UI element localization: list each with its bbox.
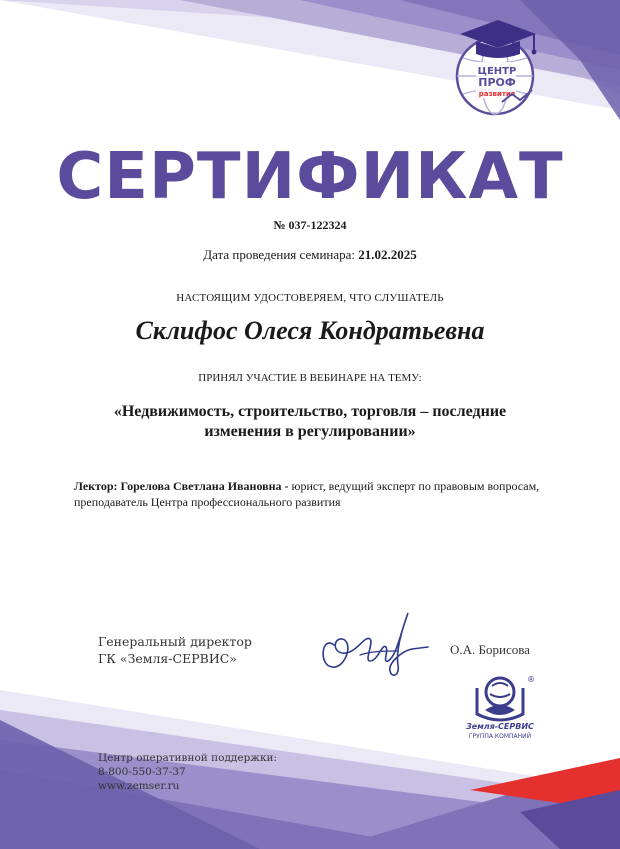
participant-name: Склифос Олеся Кондратьевна (135, 316, 485, 345)
support-label: Центр оперативной поддержки: (98, 752, 278, 764)
lecturer-name: Лектор: Горелова Светлана Ивановна - (74, 479, 289, 493)
support-website: www.zemser.ru (98, 780, 180, 792)
seminar-date (0, 247, 620, 263)
svg-text:развития: развития (478, 90, 516, 98)
certify-statement: НАСТОЯЩИМ УДОСТОВЕРЯЕМ, ЧТО СЛУШАТЕЛЬ (176, 292, 444, 304)
support-phone: 8-800-550-37-37 (98, 766, 186, 778)
participation-statement: ПРИНЯЛ УЧАСТИЕ В ВЕБИНАРЕ НА ТЕМУ: (198, 372, 422, 384)
director-position (98, 633, 252, 667)
director-title: Генеральный директор (98, 634, 252, 649)
svg-text:ПРОФ: ПРОФ (478, 76, 516, 89)
director-company: ГК «Земля-СЕРВИС» (98, 651, 237, 666)
seminar-date-value: 21.02.2025 (358, 247, 417, 262)
svg-text:ЦЕНТР: ЦЕНТР (477, 66, 517, 77)
seminar-date-label: Дата проведения семинара: (203, 247, 359, 262)
certificate-title: СЕРТИФИКАТ (56, 140, 564, 214)
support-block (98, 751, 277, 793)
center-prof-logo (440, 10, 550, 120)
svg-text:®: ® (527, 675, 535, 684)
signer-name: О.А. Борисова (450, 642, 530, 657)
zemlya-servis-name: Земля-СЕРВИС (466, 722, 534, 731)
lecturer-info (74, 478, 544, 510)
certificate-number: № 037-122324 (273, 218, 347, 232)
director-signature (312, 605, 432, 685)
lecturer-description: юрист, ведущий эксперт по правовым вопросам, преподаватель Центра профессионального развития (74, 479, 540, 509)
zemlya-servis-subtitle: ГРУППА КОМПАНИЙ (468, 733, 532, 740)
webinar-topic: «Недвижимость, строительство, торговля – последние изменения в регулировании» (113, 403, 507, 440)
